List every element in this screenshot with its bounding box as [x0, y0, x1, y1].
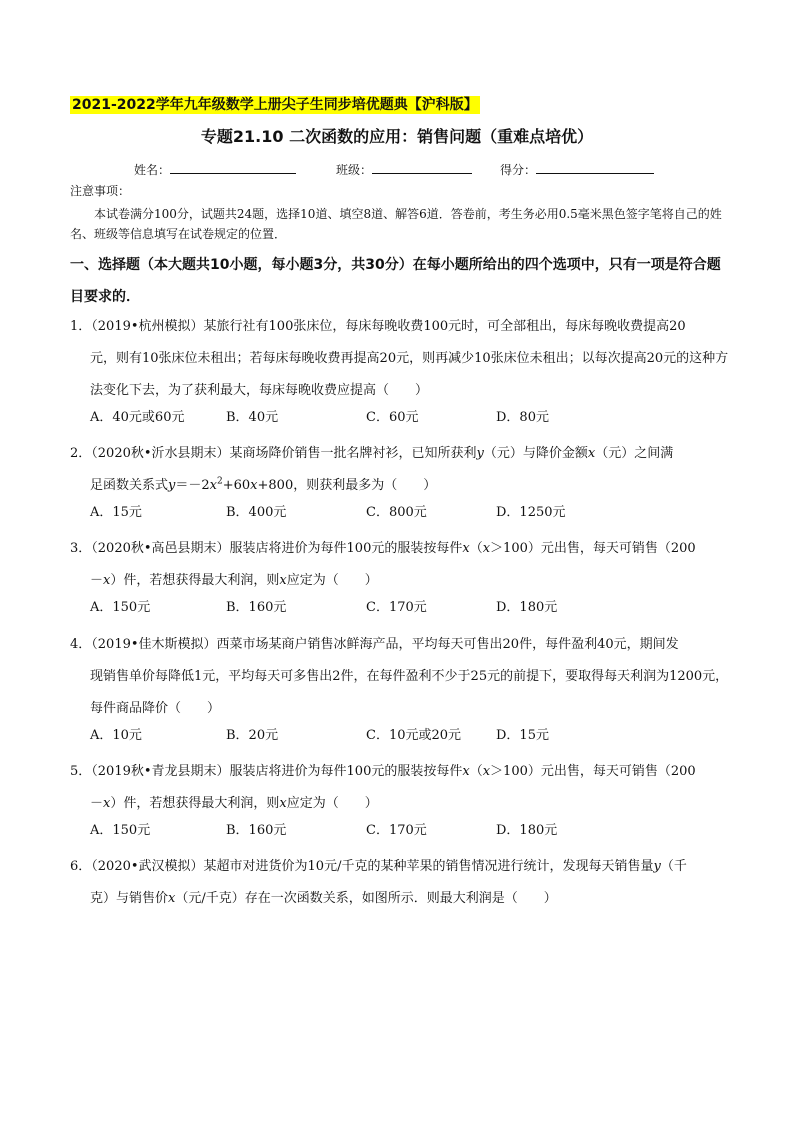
option-c: C．10元或20元 — [366, 728, 462, 743]
name-label: 姓名： — [134, 163, 171, 177]
option-a: A．150元 — [90, 600, 151, 615]
option-c: C．170元 — [366, 600, 427, 615]
score-field — [500, 160, 654, 178]
question-2-line2: 足函数关系式$y=-2x^2+60x+800$，则获利最多为（ ） — [90, 476, 437, 493]
option-a: A．150元 — [90, 823, 151, 838]
name-field — [134, 160, 296, 178]
option-c: C．60元 — [366, 410, 419, 425]
question-3-line2: －x）件，若想获得最大利润，则x应定为（ ） — [90, 573, 378, 588]
question-3 — [70, 533, 730, 597]
option-d: D．180元 — [496, 600, 558, 615]
notice-heading: 注意事项： — [70, 184, 131, 198]
page-title: 专题21.10 二次函数的应用：销售问题（重难点培优） — [200, 127, 594, 146]
question-3-line1: 3．（2020秋•高邑县期末）服装店将进价为每件100元的服装按每件x（x＞100）元出售，每天可销售（200 — [70, 541, 696, 556]
class-field — [336, 160, 472, 178]
notice-body: 本试卷满分100分，试题共24题，选择10道、填空8道、解答6道．答卷前，考生务必用0.5毫米黑色签字笔将自己的姓名、班级等信息填写在试卷规定的位置． — [70, 207, 722, 241]
question-4-line1: 4．（2019•佳木斯模拟）西菜市场某商户销售冰鲜海产品，平均每天可售出20件，每件盈利40元，期间发 — [70, 637, 679, 652]
question-1-line1: 1．（2019•杭州模拟）某旅行社有100张床位，每床每晚收费100元时，可全部租出，每床每晚收费提高20 — [70, 319, 686, 334]
option-d: D．1250元 — [496, 505, 566, 520]
option-a: A．10元 — [90, 728, 142, 743]
question-5-line1: 5．（2019秋•青龙县期末）服装店将进价为每件100元的服装按每件x（x＞100）元出售，每天可销售（200 — [70, 764, 696, 779]
option-b: B．160元 — [226, 823, 287, 838]
question-6 — [70, 851, 730, 915]
score-label: 得分： — [500, 163, 537, 177]
class-label: 班级： — [336, 163, 373, 177]
option-b: B．40元 — [226, 410, 279, 425]
question-6-line2: 克）与销售价x（元/千克）存在一次函数关系，如图所示．则最大利润是（ ） — [90, 891, 557, 906]
option-c: C．170元 — [366, 823, 427, 838]
class-blank — [372, 160, 472, 174]
option-a: A．40元或60元 — [90, 410, 185, 425]
score-blank — [536, 160, 654, 174]
name-blank — [170, 160, 296, 174]
section-heading: 一、选择题（本大题共10小题，每小题3分，共30分）在每小题所给出的四个选项中，只有一项是符合题目要求的． — [70, 257, 721, 305]
question-4 — [70, 629, 730, 725]
question-4-rest: 现销售单价每降低1元，平均每天可多售出2件，在每件盈利不少于25元的前提下，要取得每天利润为1200元，每件商品降价（ ） — [90, 669, 729, 716]
question-1 — [70, 311, 730, 407]
question-6-line1: 6．（2020•武汉模拟）某超市对进货价为10元/千克的某种苹果的销售情况进行统计，发现每天销售量y（千 — [70, 859, 687, 874]
option-b: B．160元 — [226, 600, 287, 615]
series-banner: 2021-2022学年九年级数学上册尖子生同步培优题典【沪科版】 — [72, 97, 478, 113]
question-1-rest: 元，则有10张床位未租出；若每床每晚收费再提高20元，则再减少10张床位未租出；以每次提高20元的这种方法变化下去，为了获利最大，每床每晚收费应提高（ ） — [90, 351, 729, 398]
question-5 — [70, 756, 730, 820]
option-d: D．15元 — [496, 728, 549, 743]
question-2-line1: 2．（2020秋•沂水县期末）某商场降价销售一批名牌衬衫，已知所获利y（元）与降价金额x（元）之间满 — [70, 446, 674, 461]
option-c: C．800元 — [366, 505, 427, 520]
option-d: D．80元 — [496, 410, 549, 425]
question-2 — [70, 438, 730, 502]
option-a: A．15元 — [90, 505, 142, 520]
option-b: B．400元 — [226, 505, 287, 520]
question-5-line2: －x）件，若想获得最大利润，则x应定为（ ） — [90, 796, 378, 811]
option-d: D．180元 — [496, 823, 558, 838]
option-b: B．20元 — [226, 728, 279, 743]
